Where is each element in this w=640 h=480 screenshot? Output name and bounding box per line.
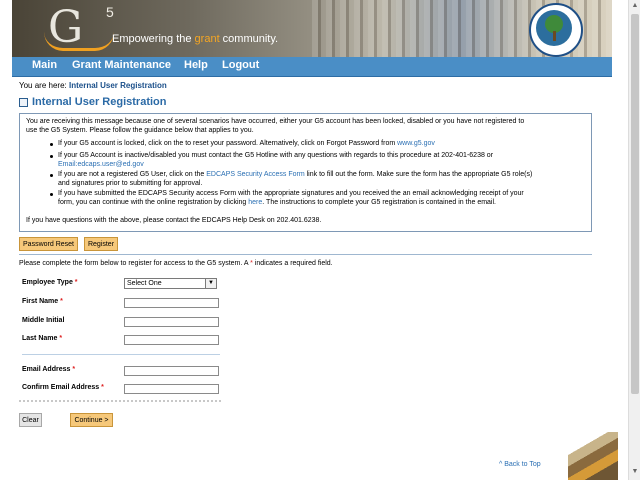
vertical-scrollbar[interactable] [628, 0, 640, 480]
logo-swoosh-icon [44, 32, 114, 51]
banner [12, 0, 612, 57]
page-title: Internal User Registration [32, 96, 167, 108]
register-button[interactable]: Register [84, 237, 118, 251]
notice-box [19, 113, 592, 232]
first-name-input[interactable] [124, 298, 219, 308]
first-name-label: First Name * [22, 298, 63, 305]
notice-bullet-3: If you are not a registered G5 User, click on the EDCAPS Security Access Form link to fill out the form. Make sure the form has the appropriate G5 role(s) [58, 171, 533, 178]
main-navigation [12, 57, 612, 77]
breadcrumb: You are here: Internal User Registration [19, 81, 167, 90]
nav-grant-maintenance[interactable]: Grant Maintenance [72, 59, 172, 71]
password-reset-button[interactable]: Password Reset [19, 237, 78, 251]
employee-type-label: Employee Type * [22, 279, 78, 286]
bullet-icon [50, 174, 53, 177]
g5-gov-link[interactable]: www.g5.gov [397, 140, 435, 147]
bullet-icon [50, 193, 53, 196]
nav-help[interactable]: Help [184, 59, 208, 71]
notice-bullet-4-line-2: form, you can continue with the online registration by clicking here. The instructions to complete your G5 registration is contained in the email. [58, 199, 496, 206]
notice-intro-line-2: use the G5 System. Please follow the guidance below that applies to you. [26, 127, 254, 134]
notice-bullet-1: If your G5 account is locked, click on the to reset your password. Alternatively, click on Forgot Password from www.g5.gov [58, 140, 435, 147]
form-divider [22, 354, 220, 355]
edcaps-email-link[interactable]: Email:edcaps.user@ed.gov [58, 161, 144, 168]
clear-button[interactable]: Clear [19, 413, 42, 427]
here-link[interactable]: here [248, 199, 263, 206]
bullet-icon [50, 155, 53, 158]
last-name-label: Last Name * [22, 335, 63, 342]
nav-logout[interactable]: Logout [222, 59, 260, 71]
form-instructions: Please complete the form below to register for access to the G5 system. A * indicates a required field. [19, 260, 333, 267]
confirm-email-input[interactable] [124, 384, 219, 394]
breadcrumb-current[interactable]: Internal User Registration [68, 81, 167, 90]
continue-button[interactable]: Continue > [70, 413, 113, 427]
tagline: Empowering the grant community. [112, 33, 279, 45]
scrollbar-thumb[interactable] [631, 14, 639, 394]
chevron-down-icon[interactable]: ▼ [205, 279, 216, 288]
employee-type-select[interactable]: Select One ▼ [124, 278, 217, 289]
middle-initial-input[interactable] [124, 317, 219, 327]
email-input[interactable] [124, 366, 219, 376]
g5-logo-letter: G [48, 2, 84, 53]
notice-bullet-3-line-2: and signatures prior to submitting for approval. [58, 180, 203, 187]
title-box-icon [19, 98, 28, 107]
bullet-icon [50, 143, 53, 146]
department-of-education-seal-icon [529, 3, 583, 57]
email-label: Email Address * [22, 366, 76, 373]
back-to-top-link[interactable]: ^ Back to Top [499, 461, 541, 468]
notice-bullet-2: If your G5 Account is inactive/disabled you must contact the G5 Hotline with any questions with regards to this procedure at 202-401-6238 or [58, 152, 494, 159]
scroll-up-arrow-icon[interactable]: ▲ [631, 2, 639, 9]
scroll-down-arrow-icon[interactable]: ▼ [631, 468, 639, 475]
notice-intro-line-1: You are receiving this message because one of several scenarios have occurred, either your G5 account has been locked, disabled or you have not registered to [26, 118, 525, 125]
g5-logo-number: 5 [106, 4, 114, 20]
middle-initial-label: Middle Initial [22, 317, 65, 324]
dotted-divider [19, 400, 221, 405]
notice-outro: If you have questions with the above, please contact the EDCAPS Help Desk on 202.401.6238. [26, 217, 322, 224]
last-name-input[interactable] [124, 335, 219, 345]
confirm-email-label: Confirm Email Address * [22, 384, 104, 391]
footer-decoration [568, 432, 618, 480]
notice-bullet-4: If you have submitted the EDCAPS Security access Form with the appropriate signatures and you received the an email acknowledging receipt of your [58, 190, 524, 197]
nav-main[interactable]: Main [32, 59, 58, 71]
edcaps-security-access-form-link[interactable]: EDCAPS Security Access Form [206, 171, 305, 178]
divider [19, 254, 592, 255]
